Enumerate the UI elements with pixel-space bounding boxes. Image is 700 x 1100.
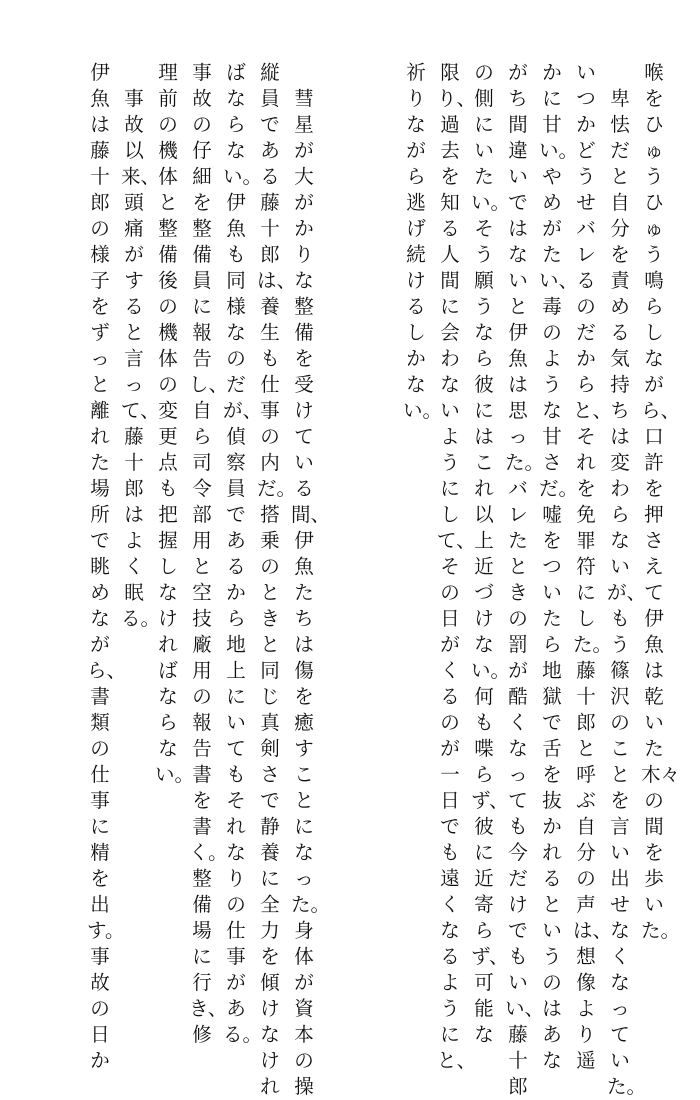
text-column: 理前の機体と整備後の機体の変更点も把握しなければならない。: [155, 61, 195, 786]
text-column: 縦員である藤十郎は、養生も仕事の内だ。搭乗のときと同じ真剣さで静養に全力を傾けなけれ: [257, 61, 297, 1098]
text-column: 事故の仔細を整備員に報告し、自ら司令部用と空技廠用の報告書を書く。整備場に行き、修: [189, 61, 229, 1046]
text-column: 祈りながら逃げ続けるしかない。: [403, 61, 443, 422]
text-column: がち間違いではないと伊魚は思った。バレたときの罰が酷くなっても今だけでもいい、藤十郎: [505, 61, 545, 1098]
text-column: かに甘い。やめがたい、毒のような甘さだ。嘘をついたら地獄で舌を抜かれるというのはあな: [539, 61, 579, 1072]
text-column: の側にいたい。そう願うなら彼にはこれ以上近づけない。何も喋らず、彼に近寄らず、可能な: [471, 61, 511, 1046]
text-column: ばならない。伊魚も同様なのだが、偵察員であるから地上にいてもそれなりの仕事がある。: [223, 61, 263, 1046]
text-column: 事故以来、頭痛がすると言って、藤十郎はよく眠る。: [121, 61, 161, 630]
text-column: 喉をひゅうひゅう鳴らしながら、口許を押さえて伊魚は乾いた木々の間を歩いた。: [641, 61, 681, 942]
text-column: 卑怯だと自分を責める気持ちは変わらないが、もう篠沢のことを言い出せなくなっていた。: [607, 61, 647, 1098]
text-column: 伊魚は藤十郎の様子をずっと離れた場所で眺めながら、書類の仕事に精を出す。事故の日か: [87, 61, 127, 1072]
text-column: 彗星が大がかりな整備を受けている間、伊魚たちは傷を癒すことになった。身体が資本の操: [291, 61, 331, 1098]
text-column: いつかどうせバレるのだからと、それを免罪符にした。藤十郎と呼ぶ自分の声は、想像より遥: [573, 61, 613, 1072]
text-column: 限り、過去を知る人間に会わないようにして、その日がくるのが一日でも遠くなるようにと、: [437, 61, 477, 1072]
